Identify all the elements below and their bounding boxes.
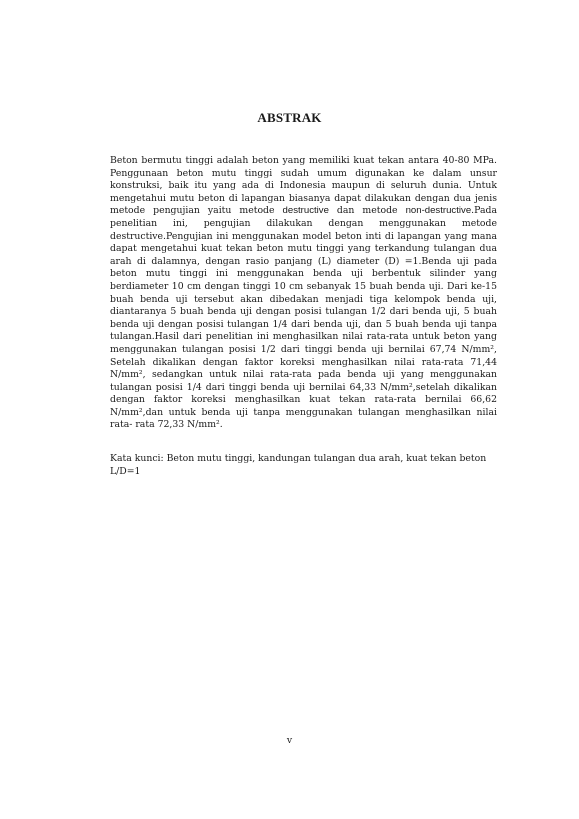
term-destructive: destructive [282,205,329,217]
abstract-text-part-2: dan metode [328,205,406,217]
term-non-destructive: non-destructive [405,205,472,217]
page-number: v [286,735,293,746]
abstract-paragraph [110,155,497,432]
page-title: ABSTRAK [257,110,322,125]
abstract-text-part-1: Beton bermutu tinggi adalah beton yang memiliki kuat tekan antara 40-80 MPa. Penggunaan beton mutu tinggi sudah umum digunakan ke dalam unsur konstruksi, baik itu yang ada di Indonesia maupun di seluruh dunia. Untuk mengetahui mutu beton di lapangan biasanya dapat dilakukan dengan dua jenis metode pengujian yaitu metode [110,155,497,217]
keywords-paragraph: Kata kunci: Beton mutu tinggi, kandungan tulangan dua arah, kuat tekan beton L/D=1 [110,453,487,477]
abstract-text-part-3: .Pada penelitian ini, pengujian dilakukan dengan menggunakan metode destructive.Pengujian ini menggunakan model beton inti di lapangan yang mana dapat mengetahui kuat tekan beton mutu tinggi yang terkandung tulangan dua arah di dalamnya, dengan rasio panjang (L) diameter (D) =1.Benda uji pada beton mutu tinggi ini menggunakan benda uji berbentuk silinder yang berdiameter 10 cm dengan tinggi 10 cm sebanyak 15 buah benda uji. Dari ke-15 buah benda uji tersebut akan dibedakan menjadi tiga kelompok benda uji, diantaranya 5 buah benda uji dengan posisi tulangan 1/2 dari benda uji, 5 buah benda uji dengan posisi tulangan 1/4 dari benda uji, dan 5 buah benda uji tanpa tulangan.Hasil dari penelitian ini menghasilkan nilai rata-rata untuk beton yang menggunakan tulangan posisi 1/2 dari tinggi benda uji bernilai 67,74 N/mm², Setelah dikalikan dengan faktor koreksi menghasilkan nilai rata-rata 71,44 N/mm², sedangkan untuk nilai rata-rata pada benda uji yang menggunakan tulangan posisi 1/4 dari tinggi benda uji bernilai 64,33 N/mm²,setelah dikalikan dengan faktor koreksi menghasilkan kuat tekan rata-rata bernilai 66,62 N/mm²,dan untuk benda uji tanpa menggunakan tulangan menghasilkan nilai rata- rata 72,33 N/mm². [110,205,497,431]
